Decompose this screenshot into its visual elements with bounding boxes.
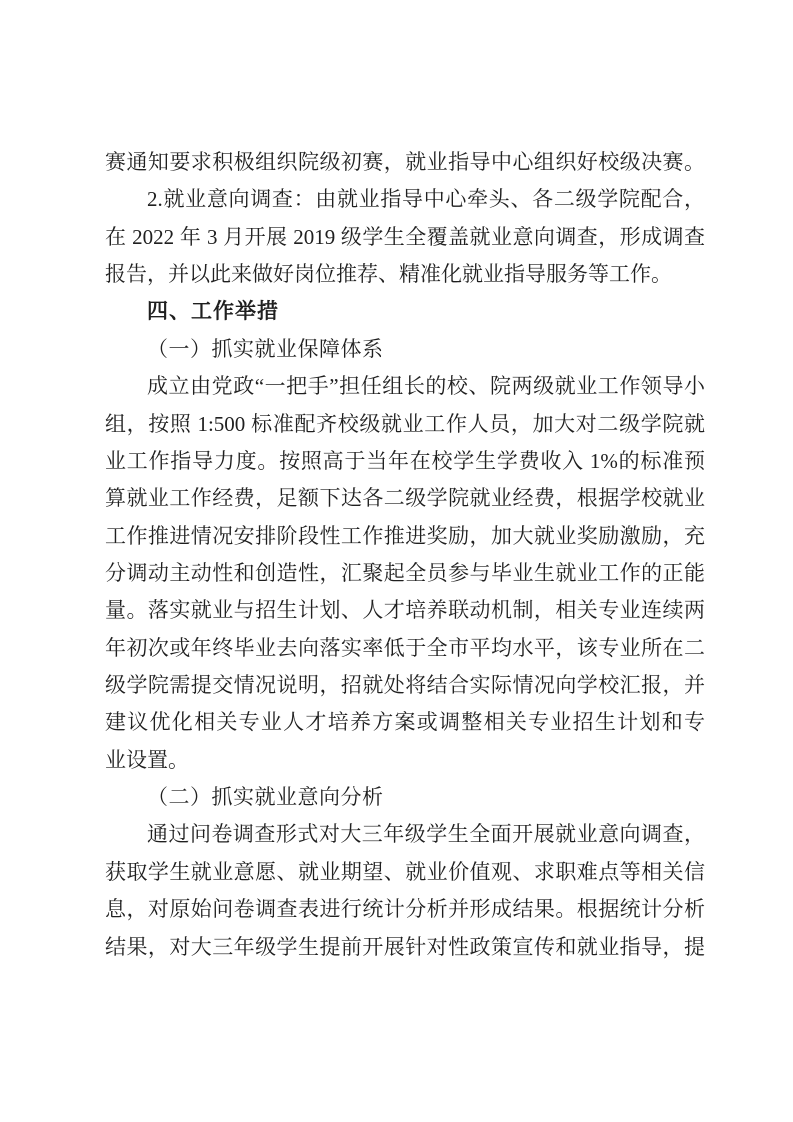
text-line: 报告，并以此来做好岗位推荐、精准化就业指导服务等工作。 xyxy=(105,262,672,287)
text-line: 建议优化相关专业人才培养方案或调整相关专业招生计划和专 xyxy=(105,710,705,735)
subsection-heading: （二）抓实就业意向分析 xyxy=(147,785,384,810)
text-line: 获取学生就业意愿、就业期望、就业价值观、求职难点等相关信 xyxy=(105,859,705,884)
text-line: 结果，对大三年级学生提前开展针对性政策宣传和就业指导，提 xyxy=(105,934,705,959)
text-line: 在 2022 年 3 月开展 2019 级学生全覆盖就业意向调查，形成调查 xyxy=(105,224,705,249)
text-line: 量。落实就业与招生计划、人才培养联动机制，相关专业连续两 xyxy=(105,598,705,623)
text-line: 业设置。 xyxy=(105,747,189,772)
text-line: 成立由党政“一把手”担任组长的校、院两级就业工作领导小 xyxy=(147,374,705,399)
text-line: 息，对原始问卷调查表进行统计分析并形成结果。根据统计分析 xyxy=(105,897,705,922)
text-line: 级学院需提交情况说明，招就处将结合实际情况向学校汇报，并 xyxy=(105,673,705,698)
text-line: 赛通知要求积极组织院级初赛，就业指导中心组织好校级决赛。 xyxy=(105,150,705,174)
text-line: 通过问卷调查形式对大三年级学生全面开展就业意向调查， xyxy=(147,822,705,847)
text-line: 业工作指导力度。按照高于当年在校学生学费收入 1%的标准预 xyxy=(105,448,705,473)
text-line: 组，按照 1:500 标准配齐校级就业工作人员，加大对二级学院就 xyxy=(105,411,705,436)
text-line: 2.就业意向调查：由就业指导中心牵头、各二级学院配合， xyxy=(147,187,705,212)
text-line: 分调动主动性和创造性，汇聚起全员参与毕业生就业工作的正能 xyxy=(105,560,705,585)
text-line: 算就业工作经费，足额下达各二级学院就业经费，根据学校就业 xyxy=(105,486,705,511)
text-line: 工作推进情况安排阶段性工作推进奖励，加大就业奖励激励，充 xyxy=(105,523,705,548)
section-heading: 四、工作举措 xyxy=(147,300,279,324)
text-line: 年初次或年终毕业去向落实率低于全市平均水平，该专业所在二 xyxy=(105,635,705,660)
subsection-heading: （一）抓实就业保障体系 xyxy=(147,336,384,361)
document-body xyxy=(105,144,705,966)
